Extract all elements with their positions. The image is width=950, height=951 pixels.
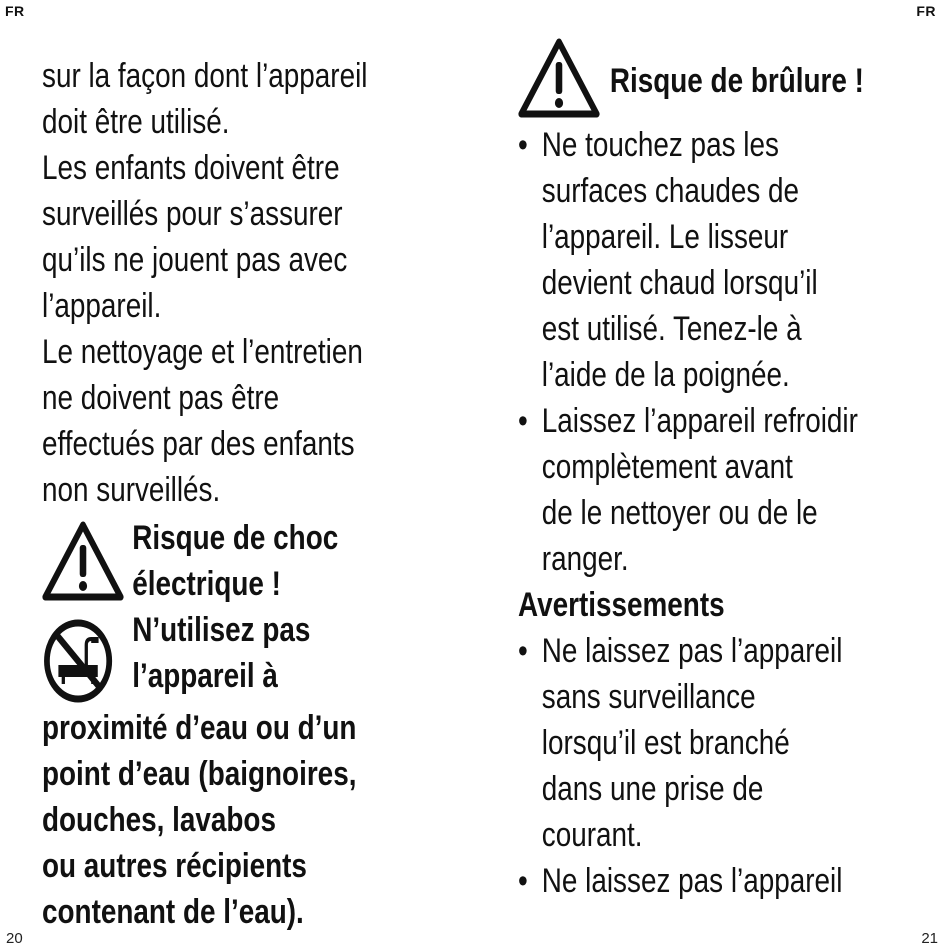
warnings-heading: Avertissements — [518, 586, 725, 624]
left-line: effectués par des enfants — [42, 425, 355, 463]
shock-warning-text: ou autres récipients — [42, 847, 307, 885]
left-line: Le nettoyage et l’entretien — [42, 333, 363, 371]
shock-warning-title: électrique ! — [132, 565, 281, 603]
bullet-line: ranger. — [541, 540, 629, 578]
bullet-icon: • — [518, 402, 528, 440]
warning-triangle-icon — [518, 38, 610, 118]
shock-warning-text: l’appareil à — [132, 657, 278, 695]
bullet-line: est utilisé. Tenez-le à — [541, 310, 802, 348]
shock-warning-title: Risque de choc — [132, 519, 339, 557]
bullet-icon: • — [518, 126, 528, 164]
bullet-line: de le nettoyer ou de le — [541, 494, 818, 532]
bullet-line: complètement avant — [541, 448, 793, 486]
left-line: ne doivent pas être — [42, 379, 280, 417]
bullet-icon: • — [518, 862, 528, 900]
left-line: sur la façon dont l’appareil — [42, 57, 368, 95]
shock-warning-text: douches, lavabos — [42, 801, 276, 839]
bullet-line: sans surveillance — [541, 678, 756, 716]
bullet-line: devient chaud lorsqu’il — [541, 264, 818, 302]
shock-warning-text: proximité d’eau ou d’un — [42, 709, 357, 747]
bullet-line: l’appareil. Le lisseur — [541, 218, 789, 256]
left-line: l’appareil. — [42, 287, 162, 325]
bullet-line: courant. — [541, 816, 643, 854]
left-line: qu’ils ne jouent pas avec — [42, 241, 348, 279]
bullet-line: lorsqu’il est branché — [541, 724, 790, 762]
bullet-line: Laissez l’appareil refroidir — [541, 402, 858, 440]
shock-warning-text: point d’eau (baignoires, — [42, 755, 357, 793]
bullet-line: surfaces chaudes de — [541, 172, 800, 210]
left-line: Les enfants doivent être — [42, 149, 340, 187]
left-line: doit être utilisé. — [42, 103, 230, 141]
language-label-left: FR — [5, 3, 25, 19]
list-item — [518, 122, 920, 398]
burn-warning-title: Risque de brûlure ! — [609, 62, 864, 100]
warning-triangle-icon — [42, 515, 132, 601]
list-item — [518, 398, 920, 582]
bullet-line: dans une prise de — [541, 770, 764, 808]
list-item — [518, 628, 920, 858]
left-page-column — [42, 53, 415, 935]
shock-warning-text: contenant de l’eau). — [42, 893, 304, 931]
list-item — [518, 858, 920, 904]
burn-warning-header — [518, 38, 920, 118]
bullet-line: l’aide de la poignée. — [541, 356, 790, 394]
page-number-right: 21 — [921, 930, 938, 947]
bullet-line: Ne laissez pas l’appareil — [541, 862, 843, 900]
page-number-left: 20 — [6, 930, 23, 947]
left-line: surveillés pour s’assurer — [42, 195, 343, 233]
left-line: non surveillés. — [42, 471, 221, 509]
no-bathtub-icon — [42, 607, 132, 705]
bullet-icon: • — [518, 632, 528, 670]
electric-shock-warning — [42, 515, 415, 935]
bullet-line: Ne laissez pas l’appareil — [541, 632, 843, 670]
right-page-column — [518, 38, 920, 904]
bullet-line: Ne touchez pas les — [541, 126, 779, 164]
shock-warning-text: N’utilisez pas — [132, 611, 311, 649]
language-label-right: FR — [916, 3, 936, 19]
